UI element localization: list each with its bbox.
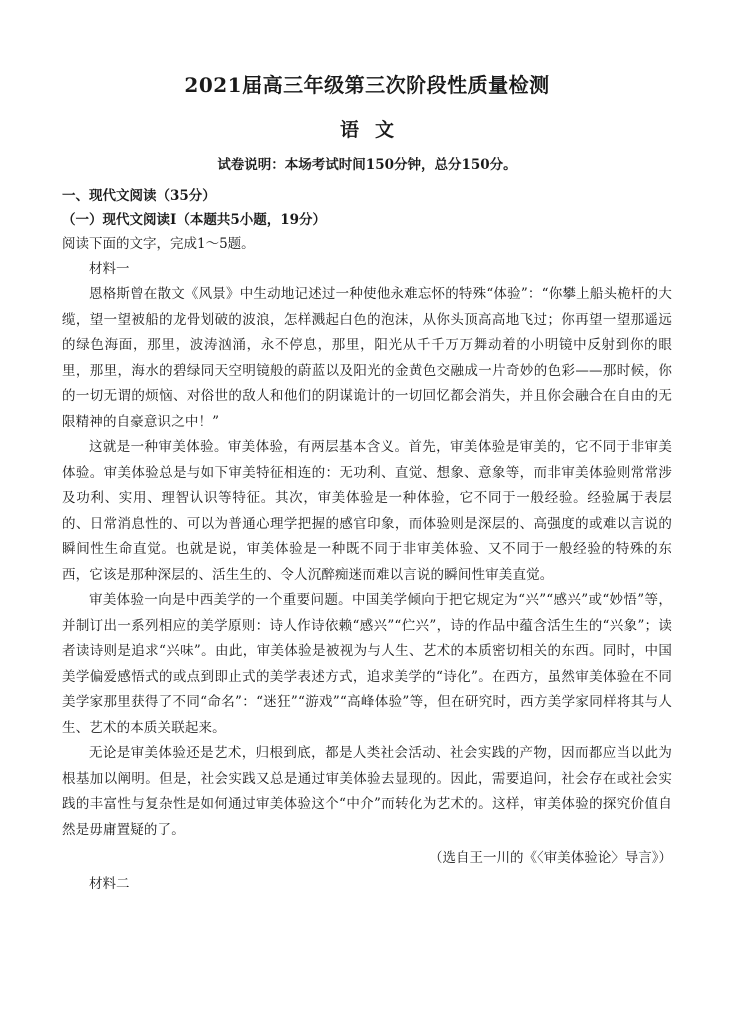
exam-page <box>62 70 672 897</box>
material-paragraph: 审美体验一向是中西美学的一个重要问题。中国美学倾向于把它规定为“兴”“感兴”或“妙悟”等，并制订出一系列相应的美学原则：诗人作诗依赖“感兴”“伫兴”，诗的作品中蕴含活生生的“兴象”；读者读诗则是追求“兴味”。由此，审美体验是被视为与人生、艺术的本质密切相关的东西。同时，中国美学偏爱感悟式的或点到即止式的美学表述方式，追求美学的“诗化”。在西方，虽然审美体验在不同美学家那里获得了不同“命名”：“迷狂”“游戏”“高峰体验”等，但在研究时，西方美学家同样将其与人生、艺术的本质关联起来。 <box>62 592 672 736</box>
material-paragraph: 这就是一种审美体验。审美体验，有两层基本含义。首先，审美体验是审美的，它不同于非审美体验。审美体验总是与如下审美特征相连的：无功利、直觉、想象、意象等，而非审美体验则常常涉及功利、实用、理智认识等特征。其次，审美体验是一种体验，它不同于一般经验。经验属于表层的、日常消息性的、可以为普通心理学把握的感官印象，而体验则是深层的、高强度的或难以言说的瞬间性生命直觉。也就是说，审美体验是一种既不同于非审美体验、又不同于一般经验的特殊的东西，它该是那种深层的、活生生的、令人沉醉痴迷而难以言说的瞬间性审美直觉。 <box>62 439 672 583</box>
material-two-label: 材料二 <box>89 876 130 892</box>
exam-title: 2021届高三年级第三次阶段性质量检测 <box>184 73 550 97</box>
reading-instruction: 阅读下面的文字，完成1～5题。 <box>62 236 255 252</box>
material-paragraph: 恩格斯曾在散文《风景》中生动地记述过一种使他永难忘怀的特殊“体验”：“你攀上船头桅杆的大缆，望一望被船的龙骨划破的波浪，怎样溅起白色的泡沫，从你头顶高高地飞过；你再望一望那遥远的绿色海面，那里，波涛汹涌，永不停息，那里，阳光从千千万万舞动着的小明镜中反射到你的眼里，那里，海水的碧绿同天空明镜般的蔚蓝以及阳光的金黄色交融成一片奇妙的色彩——那时候，你的一切无谓的烦恼、对俗世的敌人和他们的阴谋诡计的一切回忆都会消失，并且你会融合在自由的无限精神的自豪意识之中！” <box>62 286 672 430</box>
material-source: （选自王一川的《〈审美体验论〉导言》） <box>429 850 672 866</box>
section-heading: 一、现代文阅读（35分） <box>62 188 216 204</box>
subject-title: 语文 <box>339 119 410 141</box>
subsection-heading: （一）现代文阅读Ⅰ（本题共5小题，19分） <box>62 212 326 228</box>
exam-note: 试卷说明：本场考试时间150分钟，总分150分。 <box>217 157 517 173</box>
material-one-label: 材料一 <box>89 261 130 277</box>
material-paragraph: 无论是审美体验还是艺术，归根到底，都是人类社会活动、社会实践的产物，因而都应当以此为根基加以阐明。但是，社会实践又总是通过审美体验去显现的。因此，需要追问，社会存在或社会实践的丰富性与复杂性是如何通过审美体验这个“中介”而转化为艺术的。这样，审美体验的探究价值自然是毋庸置疑的了。 <box>62 745 672 838</box>
